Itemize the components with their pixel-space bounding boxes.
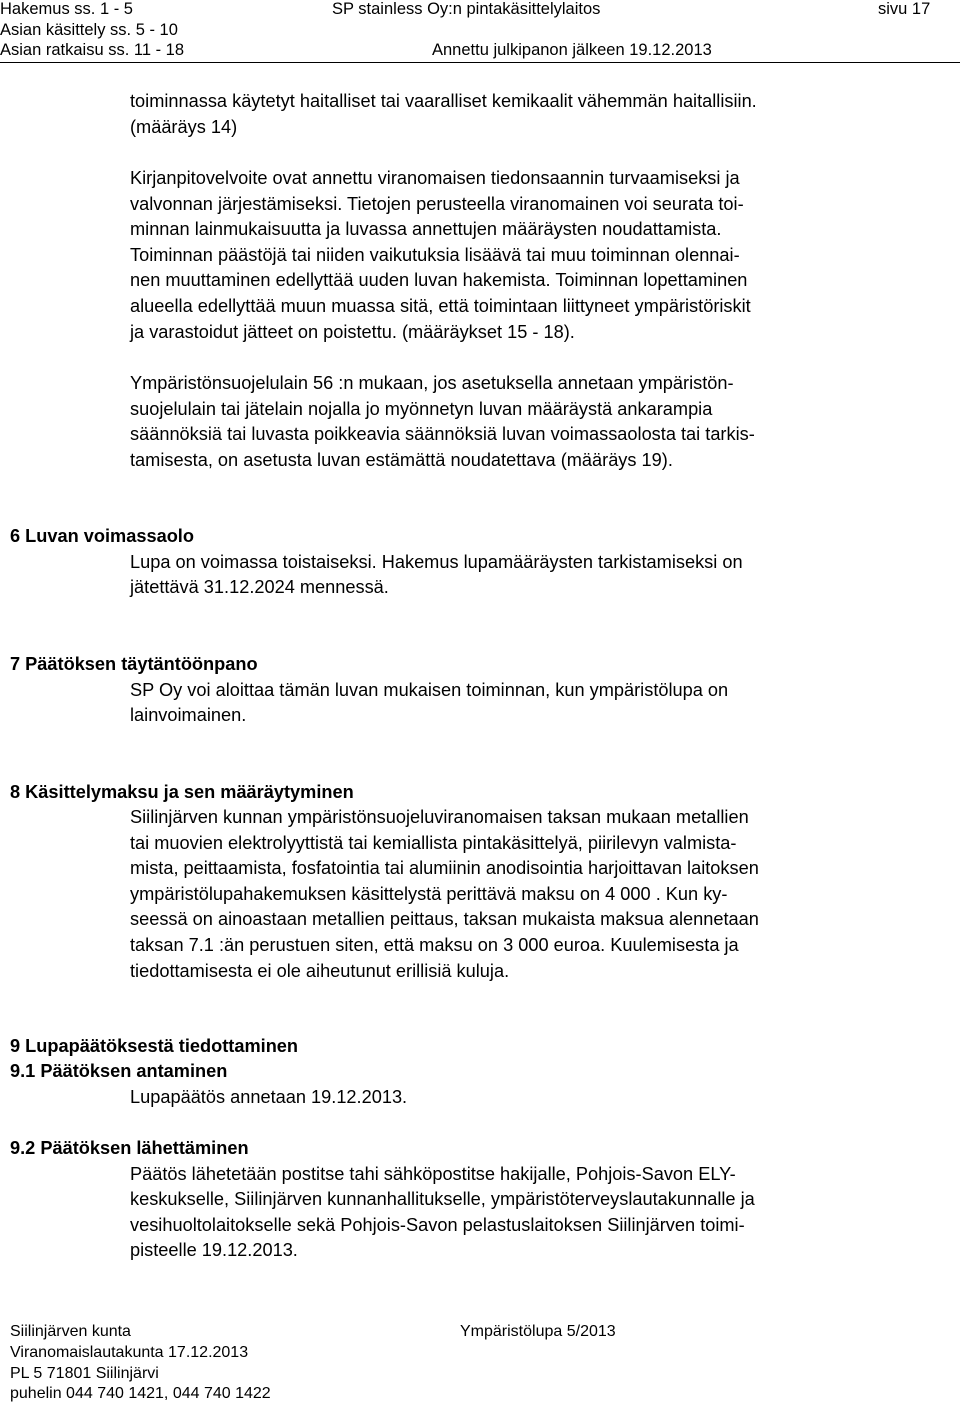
text-line: SP Oy voi aloittaa tämän luvan mukaisen toiminnan, kun ympäristölupa on — [130, 680, 729, 700]
header-left-line-2: Asian käsittely ss. 5 - 10 — [0, 21, 178, 39]
text-line: Ympäristönsuojelulain 56 :n mukaan, jos asetuksella annetaan ympäristön- — [130, 373, 734, 393]
text-line: Toiminnan päästöjä tai niiden vaikutuksia lisäävä tai muu toiminnan olennai- — [130, 245, 740, 265]
text-line: seessä on ainoastaan metallien peittaus, taksan mukaista maksua alennetaan — [130, 909, 759, 929]
text-line: pisteelle 19.12.2013. — [130, 1240, 298, 1260]
text-line: jätettävä 31.12.2024 mennessä. — [130, 577, 389, 597]
text-line: (määräys 14) — [130, 117, 238, 137]
text-line: tamisesta, on asetusta luvan estämättä noudatettava (määräys 19). — [130, 450, 673, 470]
text-line: Lupapäätös annetaan 19.12.2013. — [130, 1087, 408, 1107]
header-left-line-3: Asian ratkaisu ss. 11 - 18 — [0, 41, 185, 59]
text-line: mista, peittaamista, fosfatointia tai alumiinin anodisointia harjoittavan laitoksen — [130, 858, 759, 878]
text-line: säännöksiä tai luvasta poikkeavia säännöksiä luvan voimassaolosta tai tarkis- — [130, 424, 755, 444]
text-line: lainvoimainen. — [130, 705, 247, 725]
text-line: alueella edellyttää muun muassa sitä, että toimintaan liittyneet ympäristöriskit — [130, 296, 751, 316]
footer-committee: Viranomaislautakunta 17.12.2013 — [10, 1344, 249, 1361]
header-left-line-1: Hakemus ss. 1 - 5 — [0, 0, 133, 18]
header-divider — [0, 62, 960, 63]
header-title: SP stainless Oy:n pintakäsittelylaitos — [332, 0, 601, 18]
text-line: nen muuttaminen edellyttää uuden luvan hakemista. Toiminnan lopettaminen — [130, 270, 748, 290]
text-line: minnan lainmukaisuutta ja luvassa annettujen määräysten noudattamista. — [130, 219, 722, 239]
text-line: suojelulain tai jätelain nojalla jo myönnetyn luvan määräystä ankarampia — [130, 399, 713, 419]
text-line: Siilinjärven kunnan ympäristönsuojeluviranomaisen taksan mukaan metallien — [130, 807, 749, 827]
text-line: taksan 7.1 :än perustuen siten, että maksu on 3 000 euroa. Kuulemisesta ja — [130, 935, 739, 955]
subsection-heading: 9.1 Päätöksen antaminen — [10, 1061, 228, 1081]
text-line: tai muovien elektrolyyttistä tai kemiallista pintakäsittelyä, piirilevyn valmista- — [130, 833, 737, 853]
section-heading: 7 Päätöksen täytäntöönpano — [10, 654, 258, 674]
footer-permit-id: Ympäristölupa 5/2013 — [460, 1323, 616, 1340]
footer-address: PL 5 71801 Siilinjärvi — [10, 1365, 159, 1382]
text-line: ja varastoidut jätteet on poistettu. (määräykset 15 - 18). — [130, 322, 575, 342]
header-notice-date: Annettu julkipanon jälkeen 19.12.2013 — [432, 41, 712, 59]
text-line: Lupa on voimassa toistaiseksi. Hakemus lupamääräysten tarkistamiseksi on — [130, 552, 743, 572]
section-heading: 9 Lupapäätöksestä tiedottaminen — [10, 1036, 299, 1056]
text-line: valvonnan järjestämiseksi. Tietojen perusteella viranomainen voi seurata toi- — [130, 194, 744, 214]
text-line: keskukselle, Siilinjärven kunnanhallitukselle, ympäristöterveyslautakunnalle ja — [130, 1189, 755, 1209]
footer-municipality: Siilinjärven kunta — [10, 1323, 131, 1340]
text-line: Kirjanpitovelvoite ovat annettu viranomaisen tiedonsaannin turvaamiseksi ja — [130, 168, 740, 188]
text-line: toiminnassa käytetyt haitalliset tai vaaralliset kemikaalit vähemmän haitallisiin. — [130, 91, 757, 111]
subsection-heading: 9.2 Päätöksen lähettäminen — [10, 1138, 249, 1158]
section-heading: 6 Luvan voimassaolo — [10, 526, 194, 546]
text-line: tiedottamisesta ei ole aiheutunut erillisiä kuluja. — [130, 961, 510, 981]
text-line: vesihuoltolaitokselle sekä Pohjois-Savon pelastuslaitoksen Siilinjärven toimi- — [130, 1215, 745, 1235]
header-page-number: sivu 17 — [878, 0, 931, 18]
section-heading: 8 Käsittelymaksu ja sen määräytyminen — [10, 782, 354, 802]
footer-phone: puhelin 044 740 1421, 044 740 1422 — [10, 1385, 271, 1402]
text-line: ympäristölupahakemuksen käsittelystä perittävä maksu on 4 000 . Kun ky- — [130, 884, 728, 904]
text-line: Päätös lähetetään postitse tahi sähköpostitse hakijalle, Pohjois-Savon ELY- — [130, 1164, 736, 1184]
